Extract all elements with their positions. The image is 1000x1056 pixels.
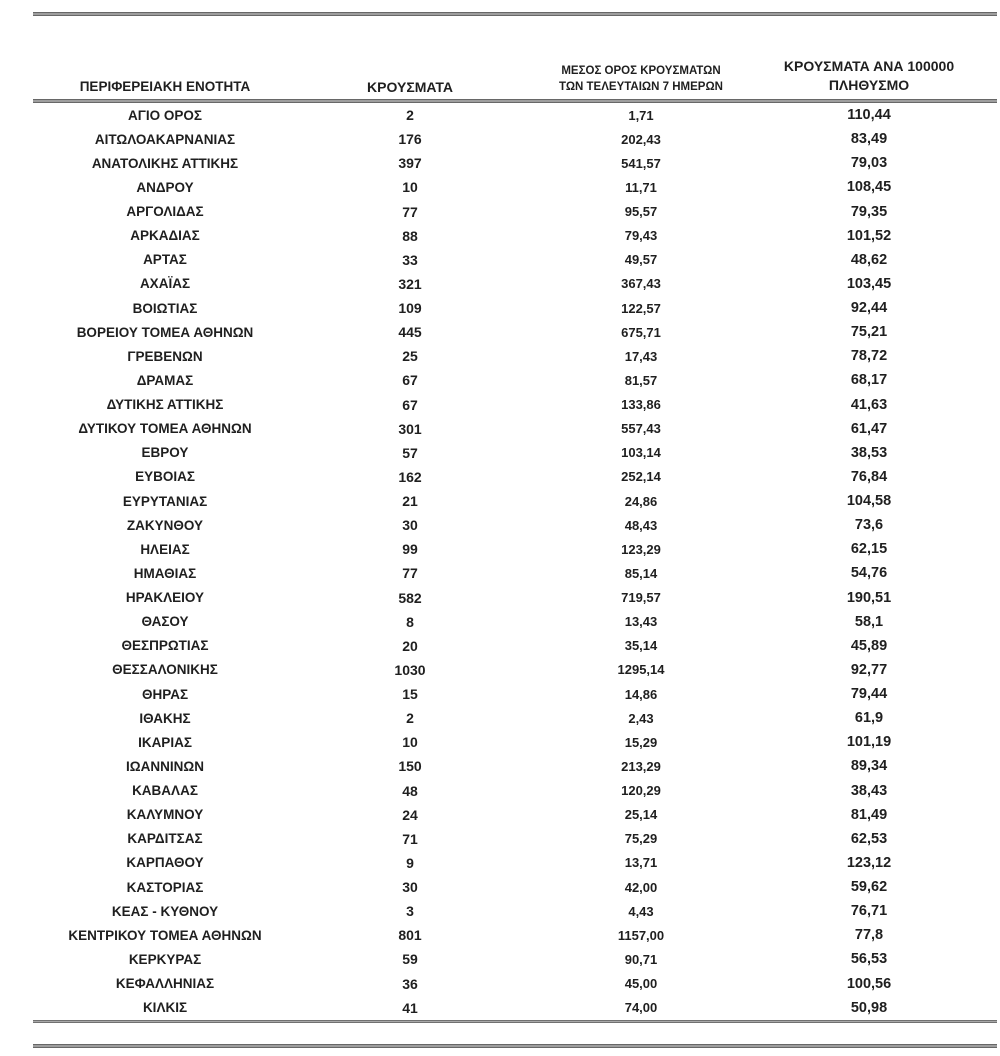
cell-cases: 99: [402, 541, 418, 558]
cell-cases: 109: [398, 300, 422, 317]
cell-region: ΑΝΔΡΟΥ: [136, 179, 194, 195]
cell-cases: 67: [402, 372, 418, 389]
cell-region: ΚΕΝΤΡΙΚΟΥ ΤΟΜΕΑ ΑΘΗΝΩΝ: [68, 927, 262, 943]
cell-avg-7-days: 541,57: [621, 155, 661, 171]
table-row: [33, 417, 997, 441]
cell-avg-7-days: 2,43: [628, 710, 654, 726]
column-header-cases: [297, 79, 523, 100]
cell-cases-per-100k: 104,58: [846, 493, 892, 510]
cell-avg-7-days: 1,71: [628, 107, 654, 123]
cell-cases: 88: [402, 227, 418, 244]
table-header-row: [33, 16, 997, 99]
table-row: [33, 127, 997, 151]
cell-avg-7-days: 13,71: [624, 855, 658, 871]
table-row: [33, 827, 997, 851]
cell-region: ΔΡΑΜΑΣ: [136, 372, 194, 388]
cell-cases-per-100k: 79,03: [850, 155, 888, 172]
table-row: [33, 296, 997, 320]
cell-cases: 30: [402, 879, 418, 896]
cell-cases: 24: [402, 806, 418, 823]
cell-region: ΕΥΒΟΙΑΣ: [135, 469, 195, 485]
table-row: [33, 754, 997, 778]
cell-cases: 176: [398, 131, 422, 148]
cell-avg-7-days: 75,29: [624, 831, 658, 847]
table-row: [33, 465, 997, 489]
cell-cases: 301: [398, 420, 422, 437]
cell-avg-7-days: 367,43: [621, 276, 661, 292]
cell-region: ΒΟΡΕΙΟΥ ΤΟΜΕΑ ΑΘΗΝΩΝ: [76, 324, 254, 340]
table-row: [33, 393, 997, 417]
cell-avg-7-days: 24,86: [624, 493, 658, 509]
cell-cases-per-100k: 123,12: [846, 854, 892, 871]
cell-cases: 3: [406, 903, 414, 920]
cell-avg-7-days: 25,14: [624, 807, 658, 823]
cell-cases-per-100k: 110,44: [847, 107, 891, 124]
cell-cases: 582: [398, 589, 422, 606]
cell-avg-7-days: 252,14: [621, 469, 661, 485]
table-row: [33, 996, 997, 1020]
cell-cases-per-100k: 73,6: [854, 517, 884, 534]
cell-cases: 15: [402, 686, 418, 703]
cell-region: ΘΑΣΟΥ: [141, 614, 189, 630]
cell-region: ΔΥΤΙΚΗΣ ΑΤΤΙΚΗΣ: [106, 397, 224, 413]
cell-region: ΚΙΛΚΙΣ: [142, 1000, 188, 1016]
cell-region: ΑΡΚΑΔΙΑΣ: [130, 228, 200, 244]
cell-region: ΒΟΙΩΤΙΑΣ: [132, 300, 198, 316]
cell-cases-per-100k: 81,49: [850, 806, 888, 823]
cell-avg-7-days: 81,57: [624, 372, 658, 388]
cell-cases: 20: [402, 637, 418, 654]
cell-region: ΙΘΑΚΗΣ: [139, 710, 191, 726]
table-row: [33, 441, 997, 465]
cell-cases-per-100k: 54,76: [850, 565, 888, 582]
table-row: [33, 682, 997, 706]
cell-region: ΗΜΑΘΙΑΣ: [133, 565, 197, 581]
cell-avg-7-days: 123,29: [621, 541, 661, 557]
cell-cases-per-100k: 92,44: [850, 300, 888, 317]
cell-cases-per-100k: 100,56: [846, 975, 892, 992]
cell-region: ΑΓΙΟ ΟΡΟΣ: [128, 107, 202, 123]
page-bottom-rule: [33, 1044, 997, 1048]
column-header-label-line2: ΠΛΗΘΥΣΜΟ: [828, 77, 910, 94]
cell-avg-7-days: 17,43: [624, 348, 658, 364]
cell-region: ΑΧΑΪΑΣ: [139, 276, 191, 292]
cell-cases-per-100k: 76,84: [850, 468, 888, 485]
cell-avg-7-days: 11,71: [625, 179, 657, 195]
table-row: [33, 368, 997, 392]
cell-region: ΑΡΤΑΣ: [143, 252, 187, 268]
table-row: [33, 224, 997, 248]
cell-region: ΙΩΑΝΝΙΝΩΝ: [126, 758, 204, 774]
table-row: [33, 875, 997, 899]
table-row: [33, 272, 997, 296]
cell-region: ΚΑΛΥΜΝΟΥ: [126, 807, 204, 823]
cell-avg-7-days: 719,57: [621, 590, 661, 606]
cell-cases-per-100k: 75,21: [850, 324, 888, 341]
table-row: [33, 947, 997, 971]
cell-avg-7-days: 675,71: [621, 324, 661, 340]
cell-avg-7-days: 48,43: [624, 517, 658, 533]
cell-region: ΙΚΑΡΙΑΣ: [138, 734, 192, 750]
table-row: [33, 923, 997, 947]
cell-region: ΗΛΕΙΑΣ: [140, 541, 190, 557]
table-row: [33, 561, 997, 585]
cell-cases: 1030: [394, 661, 426, 678]
cell-cases: 21: [402, 493, 418, 510]
cell-region: ΘΕΣΣΑΛΟΝΙΚΗΣ: [112, 662, 218, 678]
cell-cases-per-100k: 62,53: [850, 830, 888, 847]
cell-cases-per-100k: 108,45: [846, 179, 892, 196]
cell-cases-per-100k: 79,44: [850, 686, 888, 703]
table-row: [33, 803, 997, 827]
cell-cases: 67: [402, 396, 418, 413]
cell-avg-7-days: 85,14: [624, 565, 658, 581]
cell-cases: 162: [398, 468, 422, 485]
cell-region: ΚΑΡΔΙΤΣΑΣ: [127, 831, 203, 847]
table-row: [33, 200, 997, 224]
table-row: [33, 779, 997, 803]
cell-avg-7-days: 49,57: [624, 252, 658, 268]
cell-avg-7-days: 45,00: [624, 976, 658, 992]
cell-region: ΚΑΣΤΟΡΙΑΣ: [126, 879, 204, 895]
table-row: [33, 658, 997, 682]
table-row: [33, 706, 997, 730]
cell-avg-7-days: 4,43: [628, 903, 654, 919]
cell-cases: 10: [402, 179, 418, 196]
cell-cases: 8: [406, 613, 414, 630]
cell-region: ΚΑΡΠΑΘΟΥ: [126, 855, 204, 871]
cell-cases: 36: [402, 975, 418, 992]
cell-cases: 33: [402, 251, 418, 268]
table-row: [33, 972, 997, 996]
cell-region: ΓΡΕΒΕΝΩΝ: [127, 348, 203, 364]
table-row: [33, 151, 997, 175]
table-row: [33, 175, 997, 199]
cell-cases: 59: [402, 951, 418, 968]
cell-cases-per-100k: 83,49: [850, 131, 888, 148]
cell-region: ΚΑΒΑΛΑΣ: [132, 783, 198, 799]
column-header-label: ΠΕΡΙΦΕΡΕΙΑΚΗ ΕΝΟΤΗΤΑ: [79, 79, 251, 95]
cell-cases: 321: [398, 275, 422, 292]
cell-cases: 41: [402, 999, 418, 1016]
cell-region: ΑΝΑΤΟΛΙΚΗΣ ΑΤΤΙΚΗΣ: [91, 155, 239, 171]
cell-cases-per-100k: 79,35: [850, 203, 888, 220]
cell-cases-per-100k: 48,62: [850, 251, 888, 268]
table-row: [33, 634, 997, 658]
cell-avg-7-days: 74,00: [624, 1000, 658, 1016]
cell-avg-7-days: 95,57: [624, 204, 658, 220]
table-row: [33, 899, 997, 923]
cell-cases: 150: [398, 758, 422, 775]
column-header-label-line1: ΚΡΟΥΣΜΑΤΑ ΑΝΑ 100000: [783, 57, 955, 74]
cell-region: ΚΕΡΚΥΡΑΣ: [128, 951, 202, 967]
cell-cases-per-100k: 58,1: [854, 613, 884, 630]
table-row: [33, 537, 997, 561]
cell-cases: 25: [402, 348, 418, 365]
column-header-regional-unit: [33, 79, 297, 99]
cell-cases: 445: [398, 324, 422, 341]
column-header-avg-7-days: [523, 63, 759, 99]
cell-cases-per-100k: 76,71: [850, 903, 888, 920]
cell-cases-per-100k: 56,53: [850, 951, 888, 968]
cell-cases-per-100k: 89,34: [850, 758, 888, 775]
cell-region: ΘΕΣΠΡΩΤΙΑΣ: [121, 638, 209, 654]
cell-cases: 801: [398, 927, 422, 944]
table-body: [33, 103, 997, 1020]
table-row: [33, 730, 997, 754]
cell-avg-7-days: 35,14: [624, 638, 658, 654]
cell-cases-per-100k: 62,15: [850, 541, 888, 558]
cell-avg-7-days: 13,43: [624, 614, 658, 630]
table-row: [33, 586, 997, 610]
cell-cases-per-100k: 190,51: [846, 589, 892, 606]
cell-cases-per-100k: 50,98: [850, 999, 888, 1016]
cell-region: ΔΥΤΙΚΟΥ ΤΟΜΕΑ ΑΘΗΝΩΝ: [78, 421, 252, 437]
cell-avg-7-days: 90,71: [624, 951, 658, 967]
cell-avg-7-days: 133,86: [621, 397, 661, 413]
cell-cases-per-100k: 78,72: [850, 348, 888, 365]
cell-avg-7-days: 15,29: [624, 734, 658, 750]
table-row: [33, 103, 997, 127]
cell-cases: 2: [406, 710, 414, 727]
table-row: [33, 248, 997, 272]
column-header-cases-per-100k: [759, 57, 979, 99]
cell-cases-per-100k: 92,77: [850, 661, 888, 678]
table-row: [33, 344, 997, 368]
table-row: [33, 851, 997, 875]
cell-cases-per-100k: 45,89: [850, 637, 888, 654]
cell-avg-7-days: 1157,00: [617, 927, 665, 943]
cell-cases-per-100k: 101,19: [846, 734, 892, 751]
cell-region: ΚΕΑΣ - ΚΥΘΝΟΥ: [111, 903, 219, 919]
cell-cases: 30: [402, 517, 418, 534]
cell-cases: 77: [402, 203, 418, 220]
cell-cases-per-100k: 103,45: [846, 275, 892, 292]
cell-cases-per-100k: 61,9: [854, 710, 884, 727]
cell-cases: 77: [402, 565, 418, 582]
cell-cases-per-100k: 61,47: [850, 420, 888, 437]
cell-avg-7-days: 202,43: [621, 131, 661, 147]
table-row: [33, 610, 997, 634]
cell-region: ΖΑΚΥΝΘΟΥ: [126, 517, 204, 533]
cell-cases: 48: [402, 782, 418, 799]
column-header-label-line2: ΤΩΝ ΤΕΛΕΥΤΑΙΩΝ 7 ΗΜΕΡΩΝ: [559, 81, 723, 94]
cell-region: ΕΥΡΥΤΑΝΙΑΣ: [122, 493, 208, 509]
cell-cases-per-100k: 77,8: [854, 927, 884, 944]
cell-region: ΗΡΑΚΛΕΙΟΥ: [125, 590, 205, 606]
cell-avg-7-days: 120,29: [621, 783, 661, 799]
table-row: [33, 320, 997, 344]
cell-avg-7-days: 42,00: [624, 879, 658, 895]
cell-avg-7-days: 1295,14: [617, 662, 665, 678]
column-header-label-line1: ΜΕΣΟΣ ΟΡΟΣ ΚΡΟΥΣΜΑΤΩΝ: [561, 64, 721, 77]
cell-cases: 71: [402, 830, 418, 847]
cell-cases-per-100k: 68,17: [850, 372, 888, 389]
cell-region: ΕΒΡΟΥ: [141, 445, 189, 461]
cell-avg-7-days: 79,43: [624, 228, 658, 244]
cell-avg-7-days: 122,57: [621, 300, 661, 316]
cell-region: ΘΗΡΑΣ: [141, 686, 189, 702]
cell-region: ΚΕΦΑΛΛΗΝΙΑΣ: [115, 976, 215, 992]
column-header-label: ΚΡΟΥΣΜΑΤΑ: [367, 78, 453, 95]
cell-cases: 57: [402, 444, 418, 461]
cell-cases-per-100k: 101,52: [846, 227, 892, 244]
table-bottom-rule: [33, 1020, 997, 1023]
cell-avg-7-days: 557,43: [621, 421, 661, 437]
cell-cases: 10: [402, 734, 418, 751]
cell-avg-7-days: 14,86: [624, 686, 658, 702]
cell-avg-7-days: 213,29: [621, 758, 661, 774]
cell-cases-per-100k: 59,62: [850, 879, 888, 896]
cell-cases: 9: [406, 854, 414, 871]
cell-cases: 2: [406, 107, 414, 124]
cell-cases-per-100k: 41,63: [850, 396, 888, 413]
cell-region: ΑΡΓΟΛΙΔΑΣ: [126, 204, 204, 220]
table-row: [33, 513, 997, 537]
cell-cases-per-100k: 38,53: [850, 444, 888, 461]
cell-avg-7-days: 103,14: [621, 445, 661, 461]
cell-cases-per-100k: 38,43: [850, 782, 888, 799]
cell-cases: 397: [398, 155, 422, 172]
table-row: [33, 489, 997, 513]
cell-region: ΑΙΤΩΛΟΑΚΑΡΝΑΝΙΑΣ: [94, 131, 236, 147]
